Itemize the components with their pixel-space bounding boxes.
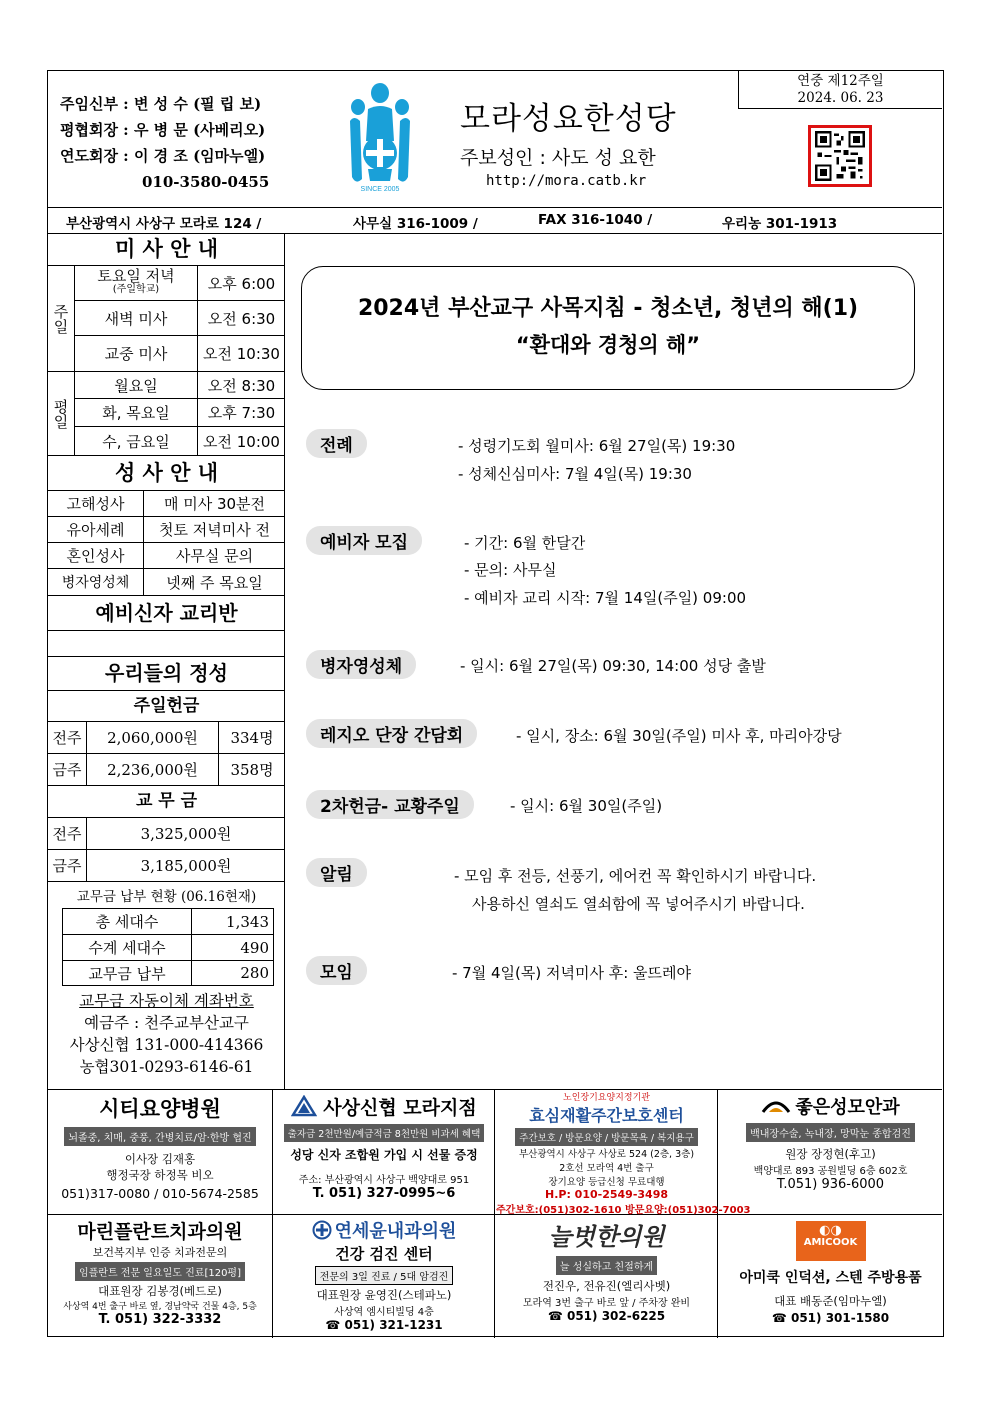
amicook-logo-text: AMICOOK — [803, 1237, 858, 1248]
status-label: 교무금 납부 — [88, 964, 166, 983]
ad-line: 보건복지부 인증 치과전문의 — [92, 1246, 228, 1259]
recruit-line: - 기간: 6월 한달간 — [464, 534, 586, 552]
offering-count: 334명 — [218, 722, 285, 753]
offering-row — [48, 722, 285, 754]
account-holder: 예금주 : 천주교부산교구 — [84, 1014, 249, 1032]
offering-amount: 2,236,000원 — [86, 754, 218, 785]
liturgy-label: 전례 — [306, 429, 367, 458]
mass-row — [75, 427, 285, 456]
mass-title: 미 사 안 내 — [48, 234, 285, 266]
mass-time: 오후 7:30 — [197, 399, 285, 426]
ad-hyosim-center[interactable] — [496, 1090, 751, 1216]
ad-name: 마린플란트치과의원 — [77, 1221, 243, 1243]
mass-row — [75, 372, 285, 399]
ad-band: 주간보호 / 방문요양 / 방문목욕 / 복지용구 — [515, 1128, 698, 1146]
ad-name: 시티요양병원 — [99, 1097, 221, 1121]
ad-line: 부산광역시 사상구 사상로 524 (2층, 3층) — [518, 1149, 695, 1160]
recruit-line: - 문의: 사무실 — [464, 561, 557, 579]
mass-name: 화, 목요일 — [102, 404, 170, 422]
ad-line: 주소: 부산광역시 사상구 백양대로 951 — [298, 1175, 470, 1186]
ad-phone: ☎ 051) 301-1580 — [771, 1311, 890, 1325]
dues-row — [48, 850, 285, 882]
mass-name: 새벽 미사 — [104, 309, 168, 328]
sacrament-value: 넷째 주 목요일 — [143, 569, 285, 595]
ad-top-line: 노인장기요양지정기관 — [563, 1093, 650, 1103]
parish-logo-icon — [346, 81, 414, 193]
ads-divider — [494, 1089, 495, 1338]
sunday-offering-title: 주일헌금 — [48, 691, 285, 722]
sacrament-name: 혼인성사 — [66, 547, 125, 565]
ad-phone: ☎ 051) 302-6225 — [547, 1309, 666, 1323]
sacrament-name: 유아세례 — [66, 521, 125, 539]
ad-phone: T. 051) 322-3332 — [98, 1312, 222, 1327]
recruit-label: 예비자 모집 — [306, 526, 422, 555]
eye-logo-icon — [761, 1098, 791, 1114]
dues-label: 금주 — [52, 857, 82, 875]
ad-band: 임플란트 전문 일요일도 진료[120평] — [75, 1262, 245, 1281]
ad-line: 이사장 김재홍 — [124, 1152, 196, 1166]
mass-time: 오전 10:30 — [197, 336, 285, 371]
ad-sasang-credit-union[interactable] — [274, 1093, 494, 1201]
sacrament-row — [48, 543, 285, 569]
staff-list — [60, 91, 269, 195]
parish-url[interactable]: http://mora.catb.kr — [486, 173, 647, 189]
mass-name: 월요일 — [114, 376, 158, 395]
issue-box — [738, 71, 942, 109]
issue-week: 연중 제12주일 — [797, 73, 884, 89]
sacrament-value: 매 미사 30분전 — [143, 491, 285, 516]
office-phone: 사무실 316-1009 / — [353, 216, 478, 232]
dues-row — [48, 818, 285, 850]
bulletin-header — [48, 71, 942, 208]
mass-time: 오전 10:00 — [197, 427, 285, 455]
clinic-logo-icon — [312, 1220, 332, 1240]
legio-label: 레지오 단장 간담회 — [306, 719, 477, 748]
sacrament-title: 성 사 안 내 — [48, 456, 285, 491]
logo-since-text: SINCE 2005 — [360, 186, 400, 193]
ad-phone: T.051) 936-6000 — [776, 1177, 885, 1192]
sacrament-row — [48, 517, 285, 543]
mass-row — [75, 301, 285, 336]
ads-divider-top — [48, 1089, 942, 1090]
contact-bar — [48, 208, 942, 234]
offering-amount: 2,060,000원 — [86, 722, 218, 753]
weekday-label: 평일 — [48, 372, 75, 456]
mass-time: 오전 6:30 — [197, 301, 285, 335]
info-sidebar — [48, 234, 285, 1089]
council-line: 평협회장 : 우 병 문 (사베리오) — [60, 121, 266, 139]
liturgy-line: - 성체신심미사: 7월 4일(목) 19:30 — [458, 465, 692, 483]
patron-saint: 주보성인 : 사도 성 요한 — [460, 147, 656, 169]
pastor-line: 주임신부 : 변 성 수 (필 립 보) — [60, 95, 262, 113]
mass-row — [75, 336, 285, 372]
amicook-logo-icon: ◐◑ AMICOOK — [796, 1221, 866, 1261]
notice-label: 알림 — [306, 858, 367, 887]
ad-line: 사상역 엠시티빌딩 4층 — [334, 1307, 434, 1318]
sunday-label: 주일 — [48, 266, 75, 372]
ad-subtitle: 건강 검진 센터 — [335, 1245, 433, 1263]
dues-amount: 3,325,000원 — [86, 818, 285, 849]
status-value: 490 — [191, 935, 273, 960]
account-info — [48, 990, 285, 1078]
ad-band: 출자금 2천만원/예금적금 8천만원 비과세 혜택 — [284, 1124, 485, 1142]
address-text: 부산광역시 사상구 모라로 124 / — [66, 216, 262, 232]
status-row — [63, 909, 273, 935]
pastoral-theme-box — [301, 266, 915, 390]
offering-label: 금주 — [52, 761, 82, 779]
ad-band: 뇌졸중, 치매, 중풍, 간병치료/암·한방 협진 — [64, 1127, 255, 1146]
liturgy-line: - 성령기도회 월미사: 6월 27일(목) 19:30 — [458, 437, 736, 455]
recruit-line: - 예비자 교리 시작: 7월 14일(주일) 09:00 — [464, 589, 747, 607]
ad-eye-clinic[interactable] — [719, 1093, 942, 1192]
status-value: 280 — [191, 961, 273, 985]
account-number-2: 농협301-0293-6146-61 — [79, 1058, 254, 1076]
status-row — [63, 961, 273, 985]
parish-name: 모라성요한성당 — [460, 101, 677, 137]
account-title: 교무금 자동이체 계좌번호 — [79, 992, 254, 1010]
ad-mobile: H.P: 010-2549-3498 — [545, 1188, 668, 1201]
ads-divider — [272, 1089, 273, 1338]
status-label: 총 세대수 — [95, 913, 159, 931]
mass-time: 오후 6:00 — [197, 266, 285, 300]
theme-title: 2024년 부산교구 사목지침 - 청소년, 청년의 해(1) — [357, 296, 859, 321]
sacrament-name: 고해성사 — [66, 495, 125, 513]
sacrament-name: 병자영성체 — [61, 575, 130, 591]
sacrament-row — [48, 491, 285, 517]
dues-status-table — [62, 908, 274, 986]
sacrament-value: 사무실 문의 — [143, 543, 285, 568]
ad-name: 늘벗한의원 — [548, 1222, 665, 1251]
ad-phone: T. 051) 327-0995~6 — [312, 1186, 456, 1201]
meeting-label: 모임 — [306, 956, 367, 985]
theme-subtitle: “환대와 경청의 해” — [515, 333, 701, 357]
second-collection-label: 2차헌금- 교황주일 — [306, 790, 474, 819]
ad-line: 대표원장 윤영진(스테파노) — [316, 1288, 452, 1302]
nonghyup-phone: 우리농 301-1913 — [722, 216, 838, 232]
issue-date: 2024. 06. 23 — [797, 90, 884, 106]
offering-count: 358명 — [218, 754, 285, 785]
ad-line: 모라역 3번 출구 바로 앞 / 주차장 완비 — [522, 1298, 691, 1309]
dues-status-title: 교무금 납부 현황 (06.16현재) — [76, 889, 257, 905]
ad-line: 대표 배동준(임마누엘) — [774, 1294, 887, 1308]
account-number-1: 사상신협 131-000-414366 — [69, 1036, 264, 1054]
ad-amicook[interactable] — [719, 1221, 942, 1325]
ad-name: 효심재활주간보호센터 — [529, 1106, 684, 1125]
legio-line: - 일시, 장소: 6월 30일(주일) 미사 후, 마리아강당 — [516, 727, 842, 745]
status-value: 1,343 — [191, 909, 273, 934]
mass-name: 수, 금요일 — [102, 432, 170, 451]
dues-title: 교 무 금 — [48, 786, 285, 818]
catechumen-title: 예비신자 교리반 — [48, 596, 285, 631]
ad-name: 연세윤내과의원 — [334, 1221, 457, 1242]
ad-phone: 051)317-0080 / 010-5674-2585 — [61, 1186, 259, 1201]
ad-line: 대표원장 김봉경(베드로) — [98, 1284, 222, 1298]
second-collection-line: - 일시: 6월 30일(주일) — [510, 797, 663, 815]
ad-neulbeot-clinic[interactable] — [496, 1217, 717, 1323]
elder-phone: 010-3580-0455 — [142, 173, 270, 191]
fax-number: FAX 316-1040 / — [538, 212, 653, 228]
ad-line: 행정국장 하정목 비오 — [106, 1168, 214, 1182]
dues-label: 전주 — [52, 825, 82, 843]
mass-row — [75, 399, 285, 427]
sick-communion-label: 병자영성체 — [306, 650, 416, 679]
mass-row — [75, 266, 285, 301]
sick-communion-line: - 일시: 6월 27일(목) 09:30, 14:00 성당 출발 — [460, 657, 766, 675]
sacrament-value: 첫토 저녁미사 전 — [143, 517, 285, 542]
catechumen-value — [48, 631, 285, 657]
ad-phone: ☎ 051) 321-1231 — [325, 1318, 443, 1332]
status-row — [63, 935, 273, 961]
offering-row — [48, 754, 285, 786]
ads-divider-middle — [48, 1214, 942, 1215]
ad-line: 장기요양 등급신청 무료대행 — [548, 1177, 665, 1188]
ad-name: 사상신협 모라지점 — [323, 1097, 477, 1119]
ad-city-hospital[interactable] — [48, 1093, 272, 1201]
status-label: 수계 세대수 — [88, 939, 166, 957]
offering-label: 전주 — [52, 729, 82, 747]
ad-line: 사상역 4번 출구 바로 옆, 경남약국 건물 4층, 5층 — [63, 1302, 257, 1312]
ad-line: 전진우, 전유진(엘리사벳) — [542, 1279, 671, 1293]
notice-line: 사용하신 열쇠도 열쇠함에 꼭 넣어주시기 바랍니다. — [472, 895, 805, 913]
meeting-line: - 7월 4일(목) 저녁미사 후: 울뜨레야 — [452, 964, 691, 982]
elder-line: 연도회장 : 이 경 조 (임마누엘) — [60, 147, 266, 165]
mass-sub: (주일학교) — [112, 284, 160, 295]
bulletin-frame — [47, 70, 944, 1337]
ad-line: 성당 신자 조합원 가입 시 선물 증정 — [290, 1148, 478, 1162]
sacrament-row — [48, 569, 285, 596]
ad-band: 전문의 3일 진료 / 5대 암검진 — [315, 1266, 454, 1285]
ad-yonsei-clinic[interactable] — [274, 1217, 494, 1332]
dues-amount: 3,185,000원 — [86, 850, 285, 881]
credit-union-icon — [291, 1095, 317, 1119]
ad-band: 백내장수술, 녹내장, 망막눈 종합검진 — [746, 1123, 915, 1142]
ad-name: 아미쿡 인덕션, 스텐 주방용품 — [739, 1270, 922, 1286]
ad-line: 백양대로 893 공원빌딩 6층 602호 — [753, 1166, 908, 1177]
offering-title: 우리들의 정성 — [48, 657, 285, 691]
notice-line: - 모임 후 전등, 선풍기, 에어컨 꼭 확인하시기 바랍니다. — [454, 867, 817, 885]
ad-name: 좋은성모안과 — [795, 1097, 900, 1118]
mass-time: 오전 8:30 — [197, 372, 285, 398]
ad-marine-dental[interactable] — [48, 1217, 272, 1327]
qr-code-icon[interactable] — [808, 125, 872, 187]
ad-line: 2호선 모라역 4번 출구 — [559, 1163, 654, 1174]
ad-phone: 주간보호:(051)302-1610 방문요양:(051)302-7003 — [496, 1205, 751, 1216]
mass-name: 토요일 저녁 — [97, 267, 175, 285]
ad-band: 늘 성실하고 친절하게 — [556, 1256, 657, 1275]
mass-name: 교중 미사 — [104, 345, 168, 363]
ad-line: 원장 장정현(후고) — [785, 1147, 876, 1161]
